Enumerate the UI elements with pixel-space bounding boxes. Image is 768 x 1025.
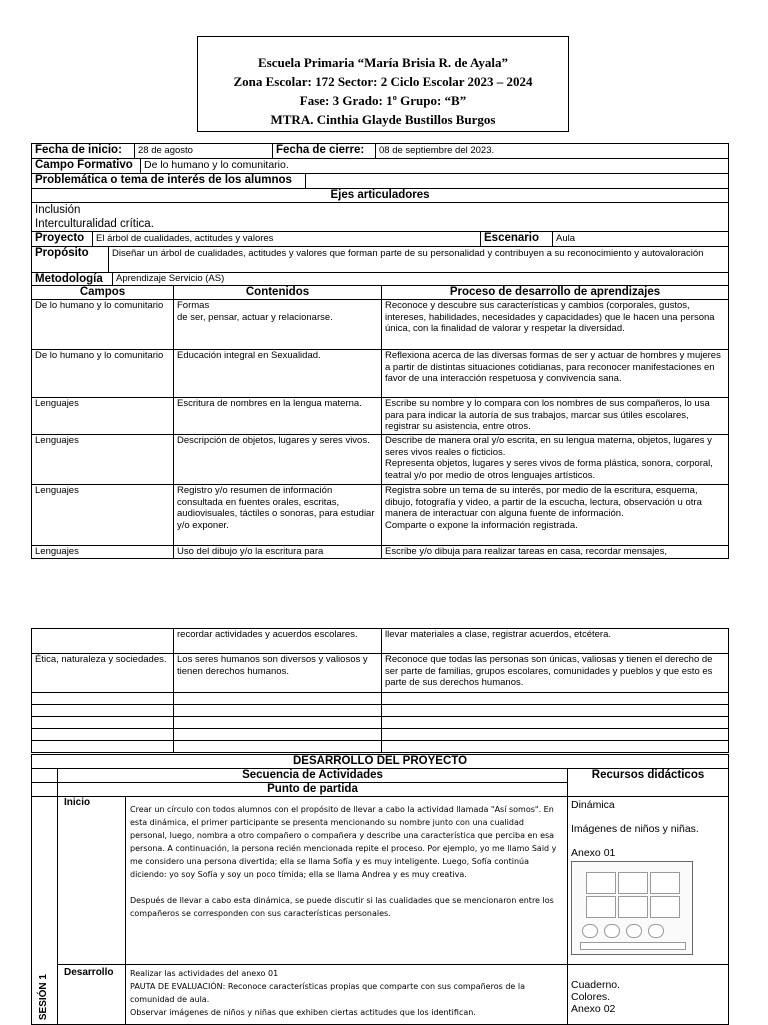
recurso-anexo-01: Anexo 01 xyxy=(571,847,616,859)
escenario-label: Escenario xyxy=(481,232,553,246)
empty-row xyxy=(32,705,729,717)
row-contenido: Educación integral en Sexualidad. xyxy=(174,350,382,398)
plan-table xyxy=(31,143,729,559)
inicio-paragraph-1: Crear un círculo con todos alumnos con el propósito de llevar a cabo la actividad llamada "Así somos". En esta dinámica, el primer participante se presenta mencionando su nombre junto con una cualidad personal, luego, nombra a otro compañero o compañera y describe una característica que perciba en esa persona. A continuación, la persona recién mencionada repite el proceso. Por ejemplo, yo me llamo Said y me considero una persona divertida; ella se llama Sofía y es muy inteligente. Luego, Sofía continúa diciendo: yo soy Sofía y soy un poco tímida; ella se llama Andrea y es muy creativa. xyxy=(130,805,557,879)
row-contenido: Descripción de objetos, lugares y seres vivos. xyxy=(174,435,382,485)
recurso-dinamica: Dinámica xyxy=(571,799,615,811)
metodologia-label: Metodología xyxy=(32,273,113,285)
row-campo: Lenguajes xyxy=(32,485,174,546)
inicio-label: Inicio xyxy=(58,797,126,965)
campo-label: Campo Formativo xyxy=(32,159,141,173)
recurso-anexo-02: Anexo 02 xyxy=(571,1003,616,1015)
row-campo: Lenguajes xyxy=(32,546,174,559)
eje-interculturalidad: Interculturalidad crítica. xyxy=(35,218,154,230)
table-row xyxy=(32,546,729,559)
ejes-heading: Ejes articuladores xyxy=(32,189,729,203)
row-proceso: Describe de manera oral y/o escrita, en su lengua materna, objetos, lugares y seres vivos reales o ficticios. Representa objetos, lugares y seres vivos de forma plástica, sonora, corporal, teatral y/o por medio de otros lenguajes artísticos. xyxy=(382,435,729,485)
desarrollo-title: DESARROLLO DEL PROYECTO xyxy=(32,755,729,769)
anexo-01-thumbnail xyxy=(571,861,693,955)
proposito-label: Propósito xyxy=(32,247,109,272)
recurso-colores: Colores. xyxy=(571,991,611,1003)
row-contenido: Formas de ser, pensar, actuar y relacionarse. xyxy=(174,300,382,350)
row-campo: Lenguajes xyxy=(32,435,174,485)
proposito-value: Diseñar un árbol de cualidades, actitudes y valores que forman parte de su personalidad y contribuyen a su reconocimiento y autovaloración xyxy=(112,248,704,259)
desarrollo-label: Desarrollo xyxy=(58,965,126,1025)
proyecto-label: Proyecto xyxy=(32,232,93,246)
col-campos: Campos xyxy=(32,286,174,300)
row-contenido: Registro y/o resumen de información consultada en fuentes orales, escritas, audiovisuales, táctiles o sonoras, para estudiar y/o exponer. xyxy=(174,485,382,546)
table-row xyxy=(32,485,729,546)
start-date-value: 28 de agosto xyxy=(135,144,273,158)
col-proceso: Proceso de desarrollo de aprendizajes xyxy=(382,286,729,300)
row-proceso: Reflexiona acerca de las diversas formas de ser y actuar de hombres y mujeres a partir de distintas situaciones cotidianas, para reconocer manifestaciones en favor de una interacción respetuosa y convivencia sana. xyxy=(382,350,729,398)
punto-partida: Punto de partida xyxy=(58,783,568,797)
end-date-value: 08 de septiembre del 2023. xyxy=(379,145,495,156)
table-row xyxy=(32,300,729,350)
recurso-cuaderno: Cuaderno. xyxy=(571,979,621,991)
end-date-label: Fecha de cierre: xyxy=(273,144,376,158)
eje-inclusion: Inclusión xyxy=(35,204,81,216)
table-row xyxy=(32,350,729,398)
school-header xyxy=(197,36,569,132)
empty-row xyxy=(32,717,729,729)
row-proceso: Registra sobre un tema de su interés, por medio de la escritura, esquema, dibujo, fotografía y video, a partir de la escucha, lectura, observación u otra manera de interactuar con alguna fuente de información. Comparte o expone la información registrada. xyxy=(382,485,729,546)
table-row xyxy=(32,398,729,435)
proyecto-value: El árbol de cualidades, actitudes y valores xyxy=(93,232,481,246)
page-break xyxy=(0,562,768,626)
row-campo: Lenguajes xyxy=(32,398,174,435)
row-campo: De lo humano y lo comunitario xyxy=(32,300,174,350)
school-zone: Zona Escolar: 172 Sector: 2 Ciclo Escolar 2023 – 2024 xyxy=(233,74,533,89)
desarrollo-line-1: Realizar las actividades del anexo 01 xyxy=(130,969,279,978)
desarrollo-line-3: Observar imágenes de niños y niñas que exhiben ciertas actitudes que los identifican. xyxy=(130,1008,476,1017)
row-campo: Ética, naturaleza y sociedades. xyxy=(32,654,174,693)
school-name: Escuela Primaria “María Brisia R. de Ayala” xyxy=(258,55,508,70)
plan-table-continued xyxy=(31,628,729,753)
row-contenido: recordar actividades y acuerdos escolares. xyxy=(174,629,382,654)
school-grade: Fase: 3 Grado: 1º Grupo: “B” xyxy=(299,93,467,108)
problematica-label: Problemática o tema de interés de los alumnos xyxy=(32,174,306,188)
campo-value: De lo humano y lo comunitario. xyxy=(144,159,289,171)
table-row xyxy=(32,435,729,485)
row-contenido: Uso del dibujo y/o la escritura para xyxy=(174,546,382,559)
escenario-value: Aula xyxy=(556,233,576,244)
row-campo: De lo humano y lo comunitario xyxy=(32,350,174,398)
table-row xyxy=(32,629,729,654)
recursos-heading: Recursos didácticos xyxy=(568,769,729,797)
col-contenidos: Contenidos xyxy=(174,286,382,300)
desarrollo-table xyxy=(31,754,729,1025)
row-proceso: Escribe y/o dibuja para realizar tareas en casa, recordar mensajes, xyxy=(382,546,729,559)
row-proceso: Reconoce que todas las personas son únicas, valiosas y tienen el derecho de ser parte de familias, grupos escolares, comunidades y pueblos y que esto es parte de sus derechos humanos. xyxy=(382,654,729,693)
empty-row xyxy=(32,693,729,705)
row-proceso: llevar materiales a clase, registrar acuerdos, etcétera. xyxy=(382,629,729,654)
inicio-paragraph-2: Después de llevar a cabo esta dinámica, se puede discutir si las cualidades que se mencionaron entre los compañeros se corresponden con sus características personales. xyxy=(130,896,554,918)
table-row xyxy=(32,654,729,693)
teacher-name: MTRA. Cinthia Glayde Bustillos Burgos xyxy=(270,112,496,127)
recurso-imagenes: Imágenes de niños y niñas. xyxy=(571,823,699,835)
desarrollo-line-2: PAUTA DE EVALUACIÓN: Reconoce características propias que comparte con sus compañeros de la comunidad de aula. xyxy=(130,982,525,1004)
row-proceso: Escribe su nombre y lo compara con los nombres de sus compañeros, lo usa para para indicar la autoría de sus trabajos, marcar sus útiles escolares, registrar su asistencia, entre otros. xyxy=(382,398,729,435)
metodologia-value: Aprendizaje Servicio (AS) xyxy=(116,273,225,284)
empty-row xyxy=(32,729,729,741)
row-proceso: Reconoce y descubre sus características y cambios (corporales, gustos, intereses, habilidades, necesidades y capacidades) que le hacen una persona única, con la finalidad de valorar y respetar la diversidad. xyxy=(382,300,729,350)
sesion-label: SESIÓN 1 xyxy=(38,973,49,1020)
start-date-label: Fecha de inicio: xyxy=(32,144,135,158)
row-campo xyxy=(32,629,174,654)
secuencia-heading: Secuencia de Actividades xyxy=(58,769,568,783)
empty-row xyxy=(32,741,729,753)
row-contenido: Los seres humanos son diversos y valiosos y tienen derechos humanos. xyxy=(174,654,382,693)
row-contenido: Escritura de nombres en la lengua materna. xyxy=(174,398,382,435)
